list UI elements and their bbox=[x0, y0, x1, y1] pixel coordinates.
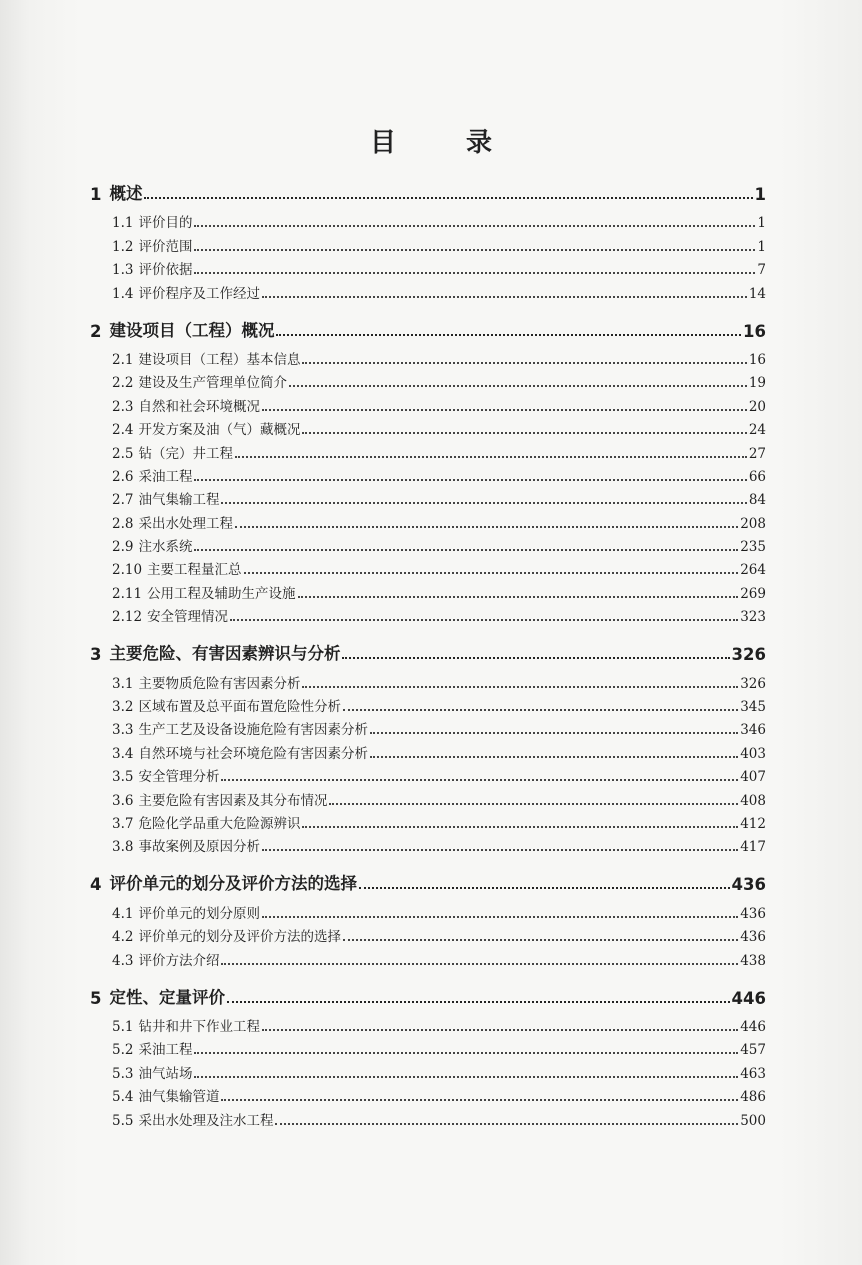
subsection-page-number: 346 bbox=[740, 722, 766, 739]
toc-subsection-entry[interactable] bbox=[90, 945, 766, 968]
chapter-title: 定性、定量评价 bbox=[109, 987, 225, 1007]
subsection-page-number: 345 bbox=[740, 699, 766, 716]
dot-leader bbox=[235, 522, 738, 528]
toc-subsection-entry[interactable] bbox=[90, 255, 766, 278]
subsection-number: 1.3 bbox=[112, 262, 134, 279]
subsection-page-number: 16 bbox=[748, 351, 766, 368]
page-title: 目 录 bbox=[369, 128, 514, 158]
chapter-title: 评价单元的划分及评价方法的选择 bbox=[109, 874, 357, 894]
subsection-page-number: 27 bbox=[748, 445, 766, 462]
dot-leader bbox=[194, 268, 755, 274]
toc-chapter-entry[interactable] bbox=[90, 638, 766, 664]
chapter-page-number: 446 bbox=[731, 988, 766, 1008]
chapter-number: 4 bbox=[90, 875, 102, 895]
toc-subsection-entry[interactable] bbox=[90, 692, 766, 715]
subsection-number: 5.3 bbox=[112, 1065, 134, 1082]
toc-subsection-entry[interactable] bbox=[90, 278, 766, 301]
subsection-number: 3.6 bbox=[112, 792, 134, 809]
toc-subsection-entry[interactable] bbox=[90, 208, 766, 231]
toc-subsection-entry[interactable] bbox=[90, 602, 766, 625]
subsection-page-number: 408 bbox=[740, 792, 766, 809]
subsection-number: 2.1 bbox=[112, 351, 134, 368]
toc-subsection-entry[interactable] bbox=[90, 832, 766, 855]
subsection-title: 自然环境与社会环境危险有害因素分析 bbox=[138, 745, 368, 762]
toc-subsection-entry[interactable] bbox=[90, 1082, 766, 1105]
chapter-title: 建设项目（工程）概况 bbox=[109, 320, 275, 340]
dot-leader bbox=[276, 330, 741, 336]
toc-subsection-entry[interactable] bbox=[90, 785, 766, 808]
subsection-page-number: 14 bbox=[748, 285, 766, 302]
dot-leader bbox=[221, 959, 738, 965]
subsection-title: 采油工程 bbox=[138, 468, 193, 485]
subsection-title: 评价目的 bbox=[138, 215, 193, 232]
subsection-title: 建设项目（工程）基本信息 bbox=[138, 351, 301, 368]
subsection-page-number: 446 bbox=[740, 1018, 766, 1035]
toc-subsection-entry[interactable] bbox=[90, 1035, 766, 1058]
toc-section bbox=[90, 178, 766, 302]
dot-leader bbox=[302, 358, 746, 364]
chapter-page-number: 1 bbox=[754, 185, 766, 204]
subsection-title: 事故案例及原因分析 bbox=[138, 839, 260, 856]
subsection-page-number: 457 bbox=[740, 1042, 766, 1059]
chapter-page-number: 436 bbox=[731, 875, 766, 895]
subsection-number: 4.2 bbox=[112, 929, 134, 946]
toc-subsection-entry[interactable] bbox=[90, 231, 766, 254]
toc-subsection-entry[interactable] bbox=[90, 391, 766, 414]
subsection-page-number: 20 bbox=[748, 398, 766, 415]
chapter-title: 主要危险、有害因素辨识与分析 bbox=[109, 644, 341, 664]
subsection-page-number: 84 bbox=[748, 492, 766, 509]
subsection-number: 1.1 bbox=[112, 215, 134, 232]
subsection-title: 评价方法介绍 bbox=[138, 952, 220, 969]
subsection-number: 4.3 bbox=[112, 952, 134, 969]
subsection-title: 钻井和井下作业工程 bbox=[138, 1018, 260, 1035]
subsection-number: 2.8 bbox=[112, 515, 134, 532]
subsection-page-number: 463 bbox=[740, 1065, 766, 1082]
subsection-number: 2.5 bbox=[112, 445, 134, 462]
subsection-number: 2.7 bbox=[112, 492, 134, 509]
dot-leader bbox=[342, 653, 729, 659]
subsection-page-number: 264 bbox=[740, 562, 766, 579]
subsection-number: 3.8 bbox=[112, 839, 134, 856]
subsection-number: 5.5 bbox=[112, 1112, 134, 1129]
subsection-page-number: 19 bbox=[748, 375, 766, 392]
toc-chapter-entry[interactable] bbox=[90, 868, 766, 894]
toc-subsection-entry[interactable] bbox=[90, 668, 766, 691]
subsection-title: 危险化学品重大危险源辨识 bbox=[138, 815, 301, 832]
dot-leader bbox=[194, 245, 755, 251]
chapter-page-number: 326 bbox=[731, 645, 766, 665]
toc-subsection-entry[interactable] bbox=[90, 1058, 766, 1081]
subsection-title: 采油工程 bbox=[138, 1042, 193, 1059]
subsection-number: 2.2 bbox=[112, 375, 134, 392]
dot-leader bbox=[302, 822, 738, 828]
subsection-page-number: 7 bbox=[757, 262, 766, 279]
toc-subsection-entry[interactable] bbox=[90, 345, 766, 368]
toc-subsection-entry[interactable] bbox=[90, 1105, 766, 1128]
toc-subsection-entry[interactable] bbox=[90, 438, 766, 461]
dot-leader bbox=[343, 935, 738, 941]
toc-chapter-entry[interactable] bbox=[90, 315, 766, 341]
dot-leader bbox=[343, 705, 738, 711]
subsection-title: 安全管理分析 bbox=[138, 769, 220, 786]
subsection-title: 生产工艺及设备设施危险有害因素分析 bbox=[138, 722, 368, 739]
chapter-number: 3 bbox=[90, 645, 102, 665]
subsection-page-number: 500 bbox=[740, 1112, 766, 1129]
dot-leader bbox=[329, 799, 738, 805]
toc-section bbox=[90, 638, 766, 855]
toc-subsection-entry[interactable] bbox=[90, 485, 766, 508]
subsection-number: 1.2 bbox=[112, 238, 134, 255]
subsection-number: 2.10 bbox=[112, 562, 143, 579]
subsection-page-number: 66 bbox=[748, 468, 766, 485]
dot-leader bbox=[262, 912, 738, 918]
dot-leader bbox=[298, 592, 739, 598]
table-of-contents bbox=[90, 178, 766, 1142]
dot-leader bbox=[370, 752, 738, 758]
dot-leader bbox=[227, 997, 730, 1003]
subsection-page-number: 208 bbox=[740, 515, 766, 532]
toc-subsection-entry[interactable] bbox=[90, 508, 766, 531]
dot-leader bbox=[230, 615, 738, 621]
subsection-title: 评价依据 bbox=[138, 262, 193, 279]
dot-leader bbox=[302, 682, 738, 688]
toc-subsection-entry[interactable] bbox=[90, 898, 766, 921]
chapter-title: 概述 bbox=[109, 184, 143, 203]
subsection-number: 2.3 bbox=[112, 398, 134, 415]
subsection-title: 油气集输管道 bbox=[138, 1089, 220, 1106]
toc-section bbox=[90, 982, 766, 1129]
toc-subsection-entry[interactable] bbox=[90, 532, 766, 555]
subsection-title: 建设及生产管理单位简介 bbox=[138, 375, 287, 392]
subsection-page-number: 438 bbox=[740, 952, 766, 969]
subsection-page-number: 417 bbox=[740, 839, 766, 856]
chapter-number: 2 bbox=[90, 321, 102, 341]
subsection-page-number: 326 bbox=[740, 675, 766, 692]
subsection-number: 2.4 bbox=[112, 422, 134, 439]
dot-leader bbox=[221, 775, 738, 781]
subsection-number: 5.4 bbox=[112, 1089, 134, 1106]
subsection-number: 3.4 bbox=[112, 745, 134, 762]
subsection-page-number: 323 bbox=[740, 609, 766, 626]
dot-leader bbox=[144, 193, 752, 199]
dot-leader bbox=[194, 221, 755, 227]
subsection-page-number: 1 bbox=[757, 238, 766, 255]
subsection-title: 钻（完）井工程 bbox=[138, 445, 233, 462]
subsection-page-number: 436 bbox=[740, 905, 766, 922]
chapter-number: 1 bbox=[90, 185, 102, 204]
subsection-number: 2.6 bbox=[112, 468, 134, 485]
dot-leader bbox=[194, 1072, 738, 1078]
chapter-number: 5 bbox=[90, 988, 102, 1008]
toc-section bbox=[90, 315, 766, 626]
subsection-title: 采出水处理工程 bbox=[138, 515, 233, 532]
toc-subsection-entry[interactable] bbox=[90, 415, 766, 438]
subsection-title: 油气站场 bbox=[138, 1065, 193, 1082]
toc-subsection-entry[interactable] bbox=[90, 922, 766, 945]
subsection-title: 注水系统 bbox=[138, 539, 193, 556]
toc-chapter-entry[interactable] bbox=[90, 178, 766, 204]
subsection-number: 3.5 bbox=[112, 769, 134, 786]
chapter-page-number: 16 bbox=[743, 321, 766, 341]
subsection-page-number: 407 bbox=[740, 769, 766, 786]
dot-leader bbox=[221, 498, 746, 504]
dot-leader bbox=[194, 545, 738, 551]
toc-subsection-entry[interactable] bbox=[90, 462, 766, 485]
toc-subsection-entry[interactable] bbox=[90, 1012, 766, 1035]
subsection-title: 采出水处理及注水工程 bbox=[138, 1112, 274, 1129]
subsection-title: 公用工程及辅助生产设施 bbox=[147, 585, 296, 602]
dot-leader bbox=[221, 1095, 738, 1101]
toc-chapter-entry[interactable] bbox=[90, 982, 766, 1008]
subsection-title: 油气集输工程 bbox=[138, 492, 220, 509]
subsection-title: 区域布置及总平面布置危险性分析 bbox=[138, 699, 341, 716]
subsection-number: 3.7 bbox=[112, 815, 134, 832]
dot-leader bbox=[262, 405, 747, 411]
subsection-title: 主要物质危险有害因素分析 bbox=[138, 675, 301, 692]
dot-leader bbox=[289, 381, 747, 387]
toc-subsection-entry[interactable] bbox=[90, 368, 766, 391]
subsection-title: 自然和社会环境概况 bbox=[138, 398, 260, 415]
toc-subsection-entry[interactable] bbox=[90, 809, 766, 832]
toc-subsection-entry[interactable] bbox=[90, 715, 766, 738]
subsection-page-number: 269 bbox=[740, 585, 766, 602]
subsection-title: 评价单元的划分及评价方法的选择 bbox=[138, 929, 341, 946]
subsection-number: 2.9 bbox=[112, 539, 134, 556]
subsection-number: 5.2 bbox=[112, 1042, 134, 1059]
dot-leader bbox=[194, 475, 746, 481]
dot-leader bbox=[244, 568, 739, 574]
subsection-number: 5.1 bbox=[112, 1018, 134, 1035]
toc-section bbox=[90, 868, 766, 968]
dot-leader bbox=[262, 292, 747, 298]
dot-leader bbox=[302, 428, 746, 434]
subsection-number: 4.1 bbox=[112, 905, 134, 922]
subsection-page-number: 486 bbox=[740, 1089, 766, 1106]
toc-subsection-entry[interactable] bbox=[90, 738, 766, 761]
subsection-number: 2.12 bbox=[112, 609, 143, 626]
subsection-number: 3.1 bbox=[112, 675, 134, 692]
subsection-title: 安全管理情况 bbox=[147, 609, 229, 626]
subsection-number: 3.3 bbox=[112, 722, 134, 739]
subsection-number: 3.2 bbox=[112, 699, 134, 716]
subsection-page-number: 235 bbox=[740, 539, 766, 556]
dot-leader bbox=[262, 845, 738, 851]
toc-subsection-entry[interactable] bbox=[90, 762, 766, 785]
subsection-title: 主要工程量汇总 bbox=[147, 562, 242, 579]
dot-leader bbox=[262, 1025, 738, 1031]
subsection-page-number: 24 bbox=[748, 422, 766, 439]
subsection-page-number: 412 bbox=[740, 815, 766, 832]
subsection-page-number: 436 bbox=[740, 929, 766, 946]
subsection-number: 2.11 bbox=[112, 585, 143, 602]
toc-subsection-entry[interactable] bbox=[90, 578, 766, 601]
dot-leader bbox=[359, 883, 730, 889]
subsection-title: 评价单元的划分原则 bbox=[138, 905, 260, 922]
dot-leader bbox=[275, 1119, 738, 1125]
subsection-page-number: 1 bbox=[757, 215, 766, 232]
subsection-page-number: 403 bbox=[740, 745, 766, 762]
dot-leader bbox=[235, 452, 747, 458]
subsection-number: 1.4 bbox=[112, 285, 134, 302]
dot-leader bbox=[370, 728, 738, 734]
subsection-title: 评价程序及工作经过 bbox=[138, 285, 260, 302]
toc-subsection-entry[interactable] bbox=[90, 555, 766, 578]
subsection-title: 主要危险有害因素及其分布情况 bbox=[138, 792, 328, 809]
dot-leader bbox=[194, 1048, 738, 1054]
subsection-title: 开发方案及油（气）藏概况 bbox=[138, 422, 301, 439]
subsection-title: 评价范围 bbox=[138, 238, 193, 255]
